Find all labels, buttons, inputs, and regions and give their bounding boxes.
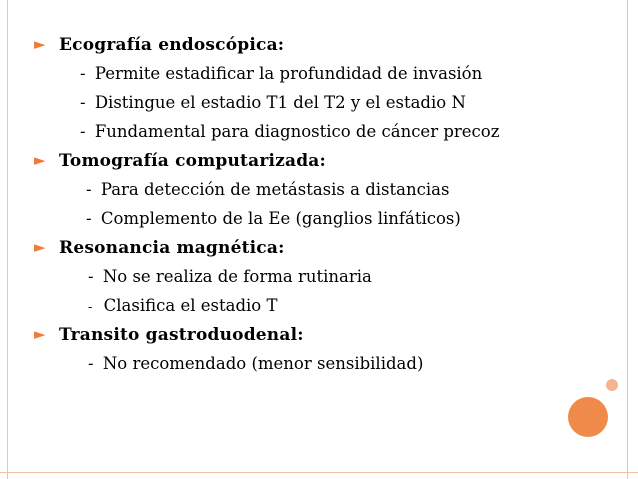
list-item xyxy=(34,59,594,88)
list-item xyxy=(34,117,594,146)
section-title: Tomografía computarizada: xyxy=(59,150,326,171)
list-item-text: Fundamental para diagnostico de cáncer precoz xyxy=(94,122,500,141)
dash: - xyxy=(88,267,94,286)
list-item-text: Permite estadificar la profundidad de invasión xyxy=(94,64,483,83)
list-item xyxy=(34,291,594,320)
dash: - xyxy=(88,300,93,315)
section-title: Transito gastroduodenal: xyxy=(59,324,304,345)
dash: - xyxy=(86,180,92,199)
list-item-text: Distingue el estadio T1 del T2 y el estadio N xyxy=(94,93,466,112)
list-item-text: No recomendado (menor sensibilidad) xyxy=(102,354,424,373)
dash: - xyxy=(80,93,86,112)
decorative-circle-large xyxy=(568,397,608,437)
section-tomografia xyxy=(34,146,594,175)
dash: - xyxy=(88,354,94,373)
section-title: Resonancia magnética: xyxy=(59,237,285,258)
list-item-text: Para detección de metástasis a distancias xyxy=(100,180,450,199)
section-resonancia xyxy=(34,233,594,262)
list-item xyxy=(34,349,594,378)
arrow-bullet-icon: ►︎ xyxy=(34,325,46,343)
list-item xyxy=(34,175,594,204)
list-item-text: Complemento de la Ee (ganglios linfáticos) xyxy=(100,209,461,228)
dash: - xyxy=(86,209,92,228)
dash: - xyxy=(80,64,86,83)
frame-left-line xyxy=(7,0,8,479)
frame-bottom-line xyxy=(0,472,638,473)
slide-content xyxy=(34,30,594,378)
section-ecografia xyxy=(34,30,594,59)
list-item xyxy=(34,88,594,117)
list-item xyxy=(34,204,594,233)
dash: - xyxy=(80,122,86,141)
section-transito xyxy=(34,320,594,349)
section-title: Ecografía endoscópica: xyxy=(59,34,285,55)
arrow-bullet-icon: ►︎ xyxy=(34,238,46,256)
decorative-circle-small xyxy=(606,379,618,391)
arrow-bullet-icon: ►︎ xyxy=(34,35,46,53)
list-item-text: No se realiza de forma rutinaria xyxy=(102,267,372,286)
frame-right-line xyxy=(627,0,628,479)
list-item-text: Clasifica el estadio T xyxy=(103,296,278,315)
arrow-bullet-icon: ►︎ xyxy=(34,151,46,169)
list-item xyxy=(34,262,594,291)
